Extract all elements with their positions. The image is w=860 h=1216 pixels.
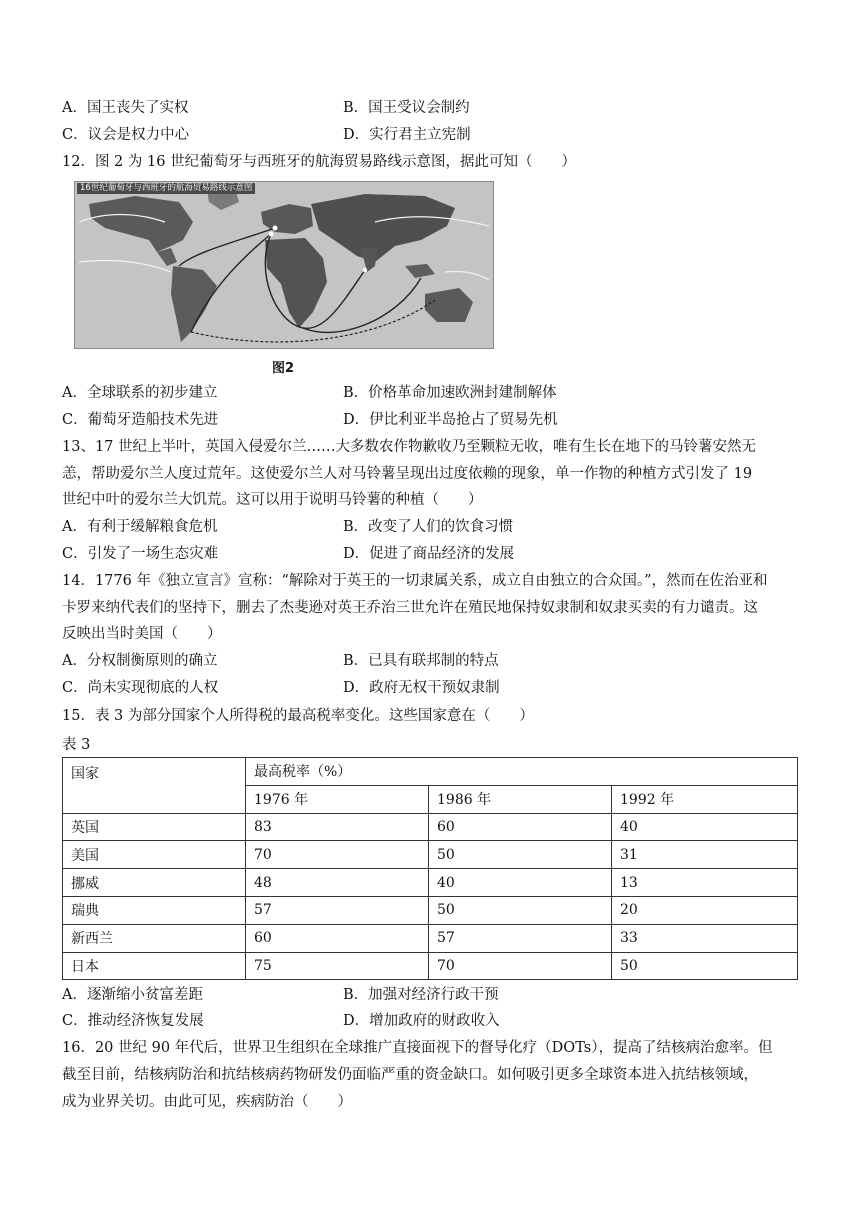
table-row: [63, 813, 798, 841]
cell-value: 57: [246, 896, 429, 924]
trade-route-map: [74, 181, 494, 349]
q14-option-d[interactable]: D．政府无权干预奴隶制: [343, 680, 500, 696]
q13-stem-line: 世纪中叶的爱尔兰大饥荒。这可以用于说明马铃薯的种植（ ）: [62, 492, 483, 508]
q16-stem-line: 截至目前，结核病防治和抗结核病药物研发仍面临严重的资金缺口。如何吸引更多全球资本进入抗结核领域，: [62, 1067, 758, 1083]
q11-option-a[interactable]: A．国王丧失了实权: [62, 100, 189, 116]
cell-value: 83: [246, 813, 429, 841]
q12-stem: 12．图 2 为 16 世纪葡萄牙与西班牙的航海贸易路线示意图，据此可知（ ）: [62, 154, 577, 170]
cell-value: 70: [429, 952, 612, 980]
cell-value: 75: [246, 952, 429, 980]
cell-value: 60: [429, 813, 612, 841]
cell-value: 33: [612, 924, 798, 952]
q12-option-a[interactable]: A．全球联系的初步建立: [62, 385, 218, 401]
map-title: 16世纪葡萄牙与西班牙的航海贸易路线示意图: [77, 183, 255, 194]
q14-stem-line: 14．1776 年《独立宣言》宣称：“解除对于英王的一切隶属关系，成立自由独立的合众国。”，然而在佐治亚和: [62, 573, 768, 589]
table-row: [63, 952, 798, 980]
q12-option-d[interactable]: D．伊比利亚半岛抢占了贸易先机: [343, 412, 558, 428]
cell-country: 美国: [63, 841, 246, 869]
q11-option-b[interactable]: B．国王受议会制约: [343, 100, 470, 116]
q15-option-c[interactable]: C．推动经济恢复发展: [62, 1013, 204, 1029]
table-header-row: [63, 758, 798, 786]
header-year: 1992 年: [612, 785, 798, 813]
cell-value: 57: [429, 924, 612, 952]
q15-option-d[interactable]: D．增加政府的财政收入: [343, 1013, 500, 1029]
figure-caption: 图2: [272, 361, 295, 376]
cell-value: 50: [429, 841, 612, 869]
header-year: 1976 年: [246, 785, 429, 813]
q13-stem-line: 13、17 世纪上半叶，英国入侵爱尔兰……大多数农作物歉收乃至颗粒无收，唯有生长在地下的马铃薯安然无: [62, 439, 757, 455]
cell-country: 英国: [63, 813, 246, 841]
cell-value: 40: [429, 869, 612, 897]
q13-stem-line: 恙，帮助爱尔兰人度过荒年。这使爱尔兰人对马铃薯呈现出过度依赖的现象，单一作物的种植方式引发了 19: [62, 466, 753, 482]
cell-value: 13: [612, 869, 798, 897]
cell-value: 50: [429, 896, 612, 924]
cell-value: 50: [612, 952, 798, 980]
q13-option-d[interactable]: D．促进了商品经济的发展: [343, 546, 515, 562]
table-row: [63, 869, 798, 897]
q14-stem-line: 反映出当时美国（ ）: [62, 626, 222, 642]
q15-option-a[interactable]: A．逐渐缩小贫富差距: [62, 987, 203, 1003]
q14-option-a[interactable]: A．分权制衡原则的确立: [62, 653, 218, 669]
header-country: 国家: [63, 758, 246, 814]
cell-country: 新西兰: [63, 924, 246, 952]
table-caption: 表 3: [62, 737, 91, 753]
cell-country: 挪威: [63, 869, 246, 897]
q13-option-b[interactable]: B．改变了人们的饮食习惯: [343, 519, 514, 535]
cell-value: 40: [612, 813, 798, 841]
q11-option-c[interactable]: C．议会是权力中心: [62, 127, 190, 143]
q14-stem-line: 卡罗来纳代表们的坚持下，删去了杰斐逊对英王乔治三世允许在殖民地保持奴隶制和奴隶买卖的有力谴责。这: [62, 600, 758, 616]
q13-option-a[interactable]: A．有利于缓解粮食危机: [62, 519, 218, 535]
table-row: [63, 924, 798, 952]
q11-option-d[interactable]: D．实行君主立宪制: [343, 127, 471, 143]
table-row: [63, 896, 798, 924]
q12-option-b[interactable]: B．价格革命加速欧洲封建制解体: [343, 385, 557, 401]
q14-option-c[interactable]: C．尚未实现彻底的人权: [62, 680, 219, 696]
cell-value: 48: [246, 869, 429, 897]
q16-stem-line: 成为业界关切。由此可见，疾病防治（ ）: [62, 1094, 352, 1110]
cell-value: 70: [246, 841, 429, 869]
header-rate: 最高税率（%）: [246, 758, 798, 786]
header-year: 1986 年: [429, 785, 612, 813]
q15-option-b[interactable]: B．加强对经济行政干预: [343, 987, 499, 1003]
cell-value: 31: [612, 841, 798, 869]
cell-value: 60: [246, 924, 429, 952]
table-row: [63, 841, 798, 869]
q14-option-b[interactable]: B．已具有联邦制的特点: [343, 653, 499, 669]
q12-option-c[interactable]: C．葡萄牙造船技术先进: [62, 412, 219, 428]
q16-stem-line: 16．20 世纪 90 年代后，世界卫生组织在全球推广直接面视下的督导化疗（DOTs），提高了结核病治愈率。但: [62, 1040, 773, 1056]
q15-stem: 15．表 3 为部分国家个人所得税的最高税率变化。这些国家意在（ ）: [62, 708, 534, 724]
cell-country: 日本: [63, 952, 246, 980]
tax-rate-table: [62, 757, 798, 980]
cell-country: 瑞典: [63, 896, 246, 924]
world-map-illustration: [75, 182, 493, 348]
cell-value: 20: [612, 896, 798, 924]
q13-option-c[interactable]: C．引发了一场生态灾难: [62, 546, 219, 562]
